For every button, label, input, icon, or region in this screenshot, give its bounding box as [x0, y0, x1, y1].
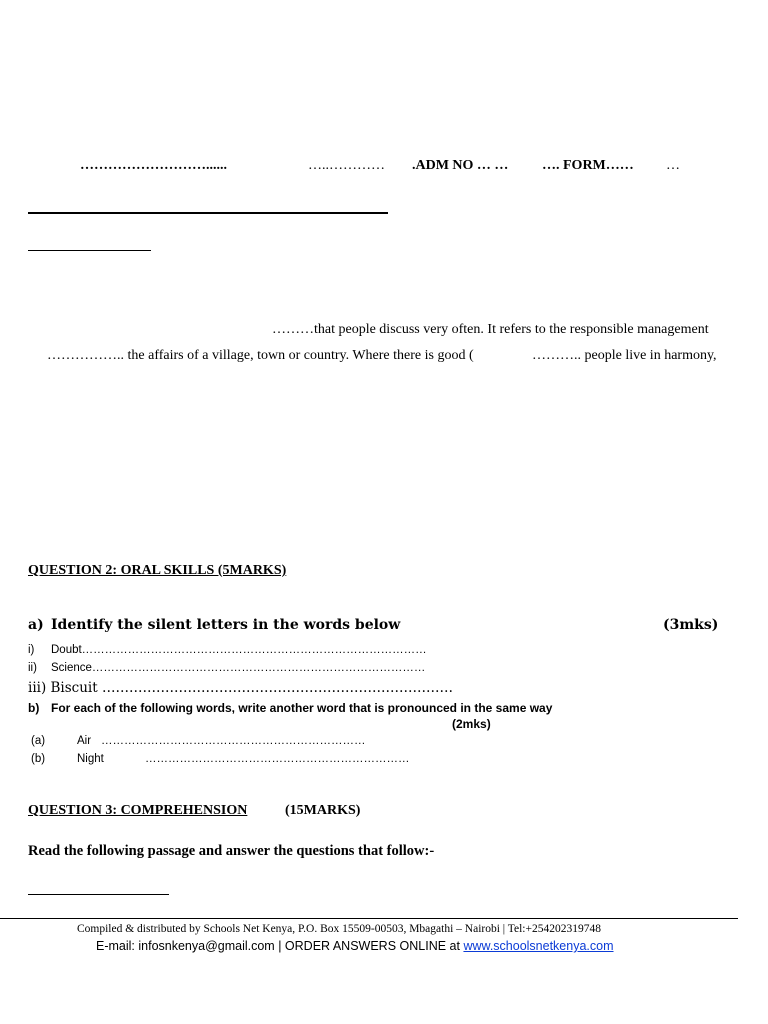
item-iii-text: iii) Biscuit …………………………………………………………………… — [28, 680, 453, 696]
footer-divider — [0, 918, 738, 919]
question-2-heading: QUESTION 2: ORAL SKILLS (5MARKS) — [28, 563, 287, 578]
form-label: …. FORM…… — [542, 158, 634, 173]
part-a-marks: (3mks) — [663, 617, 719, 633]
b-item-a-dots: …………………………………………………………… — [101, 735, 366, 747]
question-3-heading: QUESTION 3: COMPREHENSION — [28, 803, 248, 818]
passage-line-2b: ……….. people live in harmony, — [532, 348, 717, 363]
b-item-a-word: Air — [77, 735, 92, 747]
part-b-text: For each of the following words, write another word that is pronounced in the same way — [51, 701, 553, 715]
part-a-label: a) — [28, 617, 44, 633]
item-i-text: Doubt……………………………………………………………………………… — [51, 644, 427, 656]
b-item-b-dots: …………………………………………………………… — [145, 753, 410, 765]
footer-email-line — [96, 939, 614, 953]
b-item-a-number: (a) — [31, 735, 46, 747]
adm-no-label: .ADM NO … … — [412, 158, 509, 173]
class-field-dots: …..………… — [308, 158, 385, 173]
comprehension-instruction: Read the following passage and answer the questions that follow:- — [28, 843, 435, 859]
footer-contact-line: Compiled & distributed by Schools Net Kenya, P.O. Box 15509-00503, Mbagathi – Nairobi | Tel:+254202319748 — [77, 923, 601, 935]
passage-line-1: ………that people discuss very often. It refers to the responsible management — [272, 322, 709, 337]
item-ii-text: Science…………………………………………………………………………… — [51, 662, 426, 674]
passage-title-underline — [28, 894, 169, 895]
passage-line-2a: …………….. the affairs of a village, town or country. Where there is good ( — [47, 348, 474, 363]
b-item-b-number: (b) — [31, 753, 46, 765]
header-tail-dots: … — [666, 158, 680, 173]
part-b-label: b) — [28, 701, 40, 715]
question-3-marks: (15MARKS) — [285, 803, 361, 818]
name-field-dots: ………………………...... — [80, 158, 227, 173]
subtitle-underline — [28, 250, 151, 251]
item-i-number: i) — [28, 644, 35, 656]
item-ii-number: ii) — [28, 662, 37, 674]
part-a-text: Identify the silent letters in the words below — [51, 617, 401, 633]
title-underline — [28, 212, 388, 214]
part-b-marks: (2mks) — [452, 717, 491, 731]
footer-email-text: E-mail: infosnkenya@gmail.com | ORDER ANSWERS ONLINE at — [96, 939, 464, 953]
b-item-b-word: Night — [77, 753, 104, 765]
website-link[interactable]: www.schoolsnetkenya.com — [463, 939, 614, 953]
